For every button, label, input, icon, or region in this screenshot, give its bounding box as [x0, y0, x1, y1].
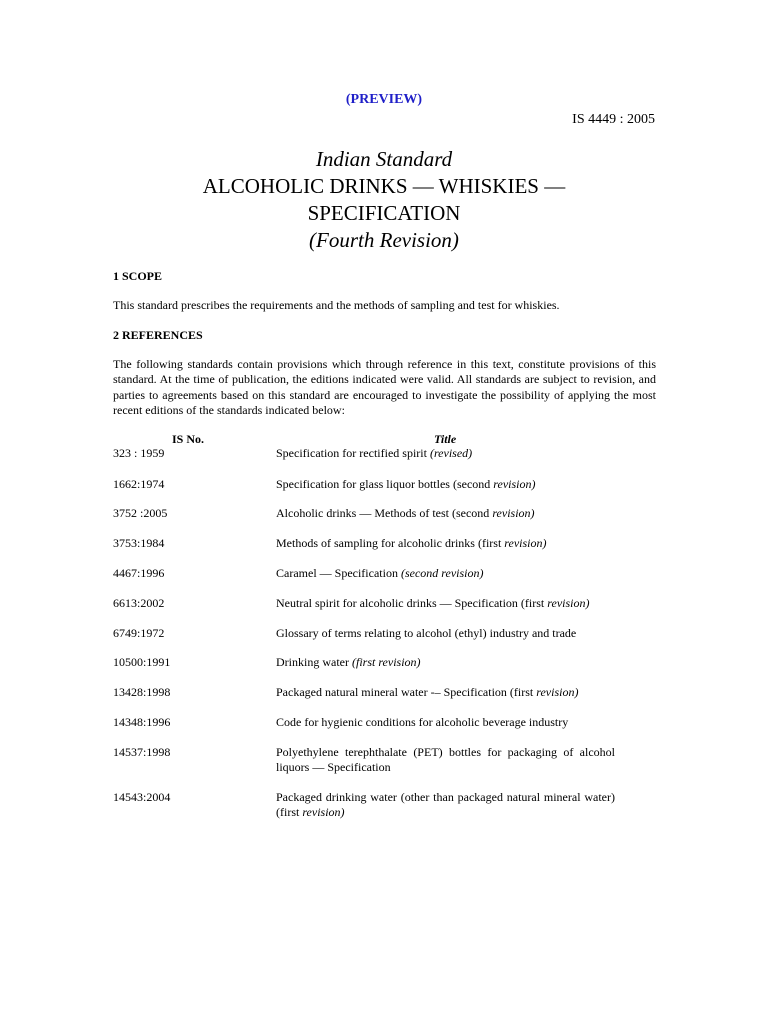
scope-heading: 1 SCOPE: [113, 269, 163, 283]
references-text: The following standards contain provisions which through reference in this text, constitute provisions of this standard. At the time of publication, the editions indicated were valid. All standards are subject to revision, and parties to agreements based on this standard are encouraged to investigate the possibility of applying the most recent editions of the standards indicated below:: [113, 357, 656, 417]
reference-revision: revision): [493, 477, 536, 491]
title-line-4: (Fourth Revision): [309, 228, 459, 252]
reference-revision: revision): [302, 805, 345, 820]
reference-is-number: 13428:1998: [113, 685, 171, 699]
reference-is-number: 4467:1996: [113, 566, 165, 580]
reference-title: [276, 626, 615, 641]
reference-title-text: Packaged natural mineral water -– Specification (first: [276, 685, 537, 699]
standard-number: IS 4449 : 2005: [572, 112, 655, 127]
reference-is-number: 3753:1984: [113, 536, 165, 550]
title-line-1: Indian Standard: [315, 147, 453, 171]
reference-title: [276, 655, 615, 670]
preview-label: (PREVIEW): [345, 92, 423, 107]
reference-title-text: Polyethylene terephthalate (PET) bottles for packaging of alcohol liquors — Specification: [276, 745, 615, 775]
reference-is-number: 14348:1996: [113, 715, 171, 729]
reference-title-text: Code for hygienic conditions for alcoholic beverage industry: [276, 715, 569, 729]
reference-title-text: Specification for rectified spirit: [276, 446, 430, 460]
reference-is-number: 10500:1991: [113, 655, 171, 669]
reference-title: [276, 477, 615, 492]
reference-is-number: 3752 :2005: [113, 506, 168, 520]
references-heading: 2 REFERENCES: [113, 328, 203, 342]
reference-title-text: Packaged drinking water (other than packaged natural mineral water) (first: [276, 790, 615, 820]
reference-revision: revision): [492, 506, 535, 520]
reference-is-number: 6613:2002: [113, 596, 165, 610]
reference-title: [276, 715, 615, 730]
scope-text: This standard prescribes the requirements and the methods of sampling and test for whiskies.: [113, 298, 560, 312]
reference-title: [276, 745, 615, 776]
reference-title-text: Specification for glass liquor bottles (second: [276, 477, 494, 491]
reference-revision: revision): [547, 596, 590, 610]
reference-title: [276, 506, 615, 521]
document-title: [0, 146, 768, 254]
reference-title: [276, 536, 615, 551]
reference-is-number: 6749:1972: [113, 626, 165, 640]
reference-title-text: Methods of sampling for alcoholic drinks (first: [276, 536, 505, 550]
reference-is-number: 1662:1974: [113, 477, 165, 491]
title-line-2: ALCOHOLIC DRINKS — WHISKIES —: [202, 174, 566, 198]
reference-title-text: Alcoholic drinks — Methods of test (second: [276, 506, 493, 520]
column-header-title: Title: [434, 432, 457, 446]
reference-is-number: 323 : 1959: [113, 446, 165, 460]
reference-title-text: Caramel — Specification: [276, 566, 401, 580]
reference-revision: revision): [536, 685, 579, 699]
reference-title: [276, 446, 615, 461]
column-header-is-no: IS No.: [172, 432, 205, 446]
title-line-3: SPECIFICATION: [307, 201, 461, 225]
reference-is-number: 14537:1998: [113, 745, 171, 759]
reference-title: [276, 596, 615, 611]
reference-revision: (first revision): [351, 655, 421, 669]
reference-title-text: Neutral spirit for alcoholic drinks — Specification (first: [276, 596, 548, 610]
reference-revision: revision): [504, 536, 547, 550]
reference-title: [276, 685, 615, 700]
reference-is-number: 14543:2004: [113, 790, 171, 804]
reference-revision: (revised): [429, 446, 473, 460]
reference-title-text: Drinking water: [276, 655, 352, 669]
reference-title: [276, 566, 615, 581]
reference-title-text: Glossary of terms relating to alcohol (ethyl) industry and trade: [276, 626, 577, 640]
reference-title: [276, 790, 615, 821]
reference-revision: (second revision): [400, 566, 484, 580]
